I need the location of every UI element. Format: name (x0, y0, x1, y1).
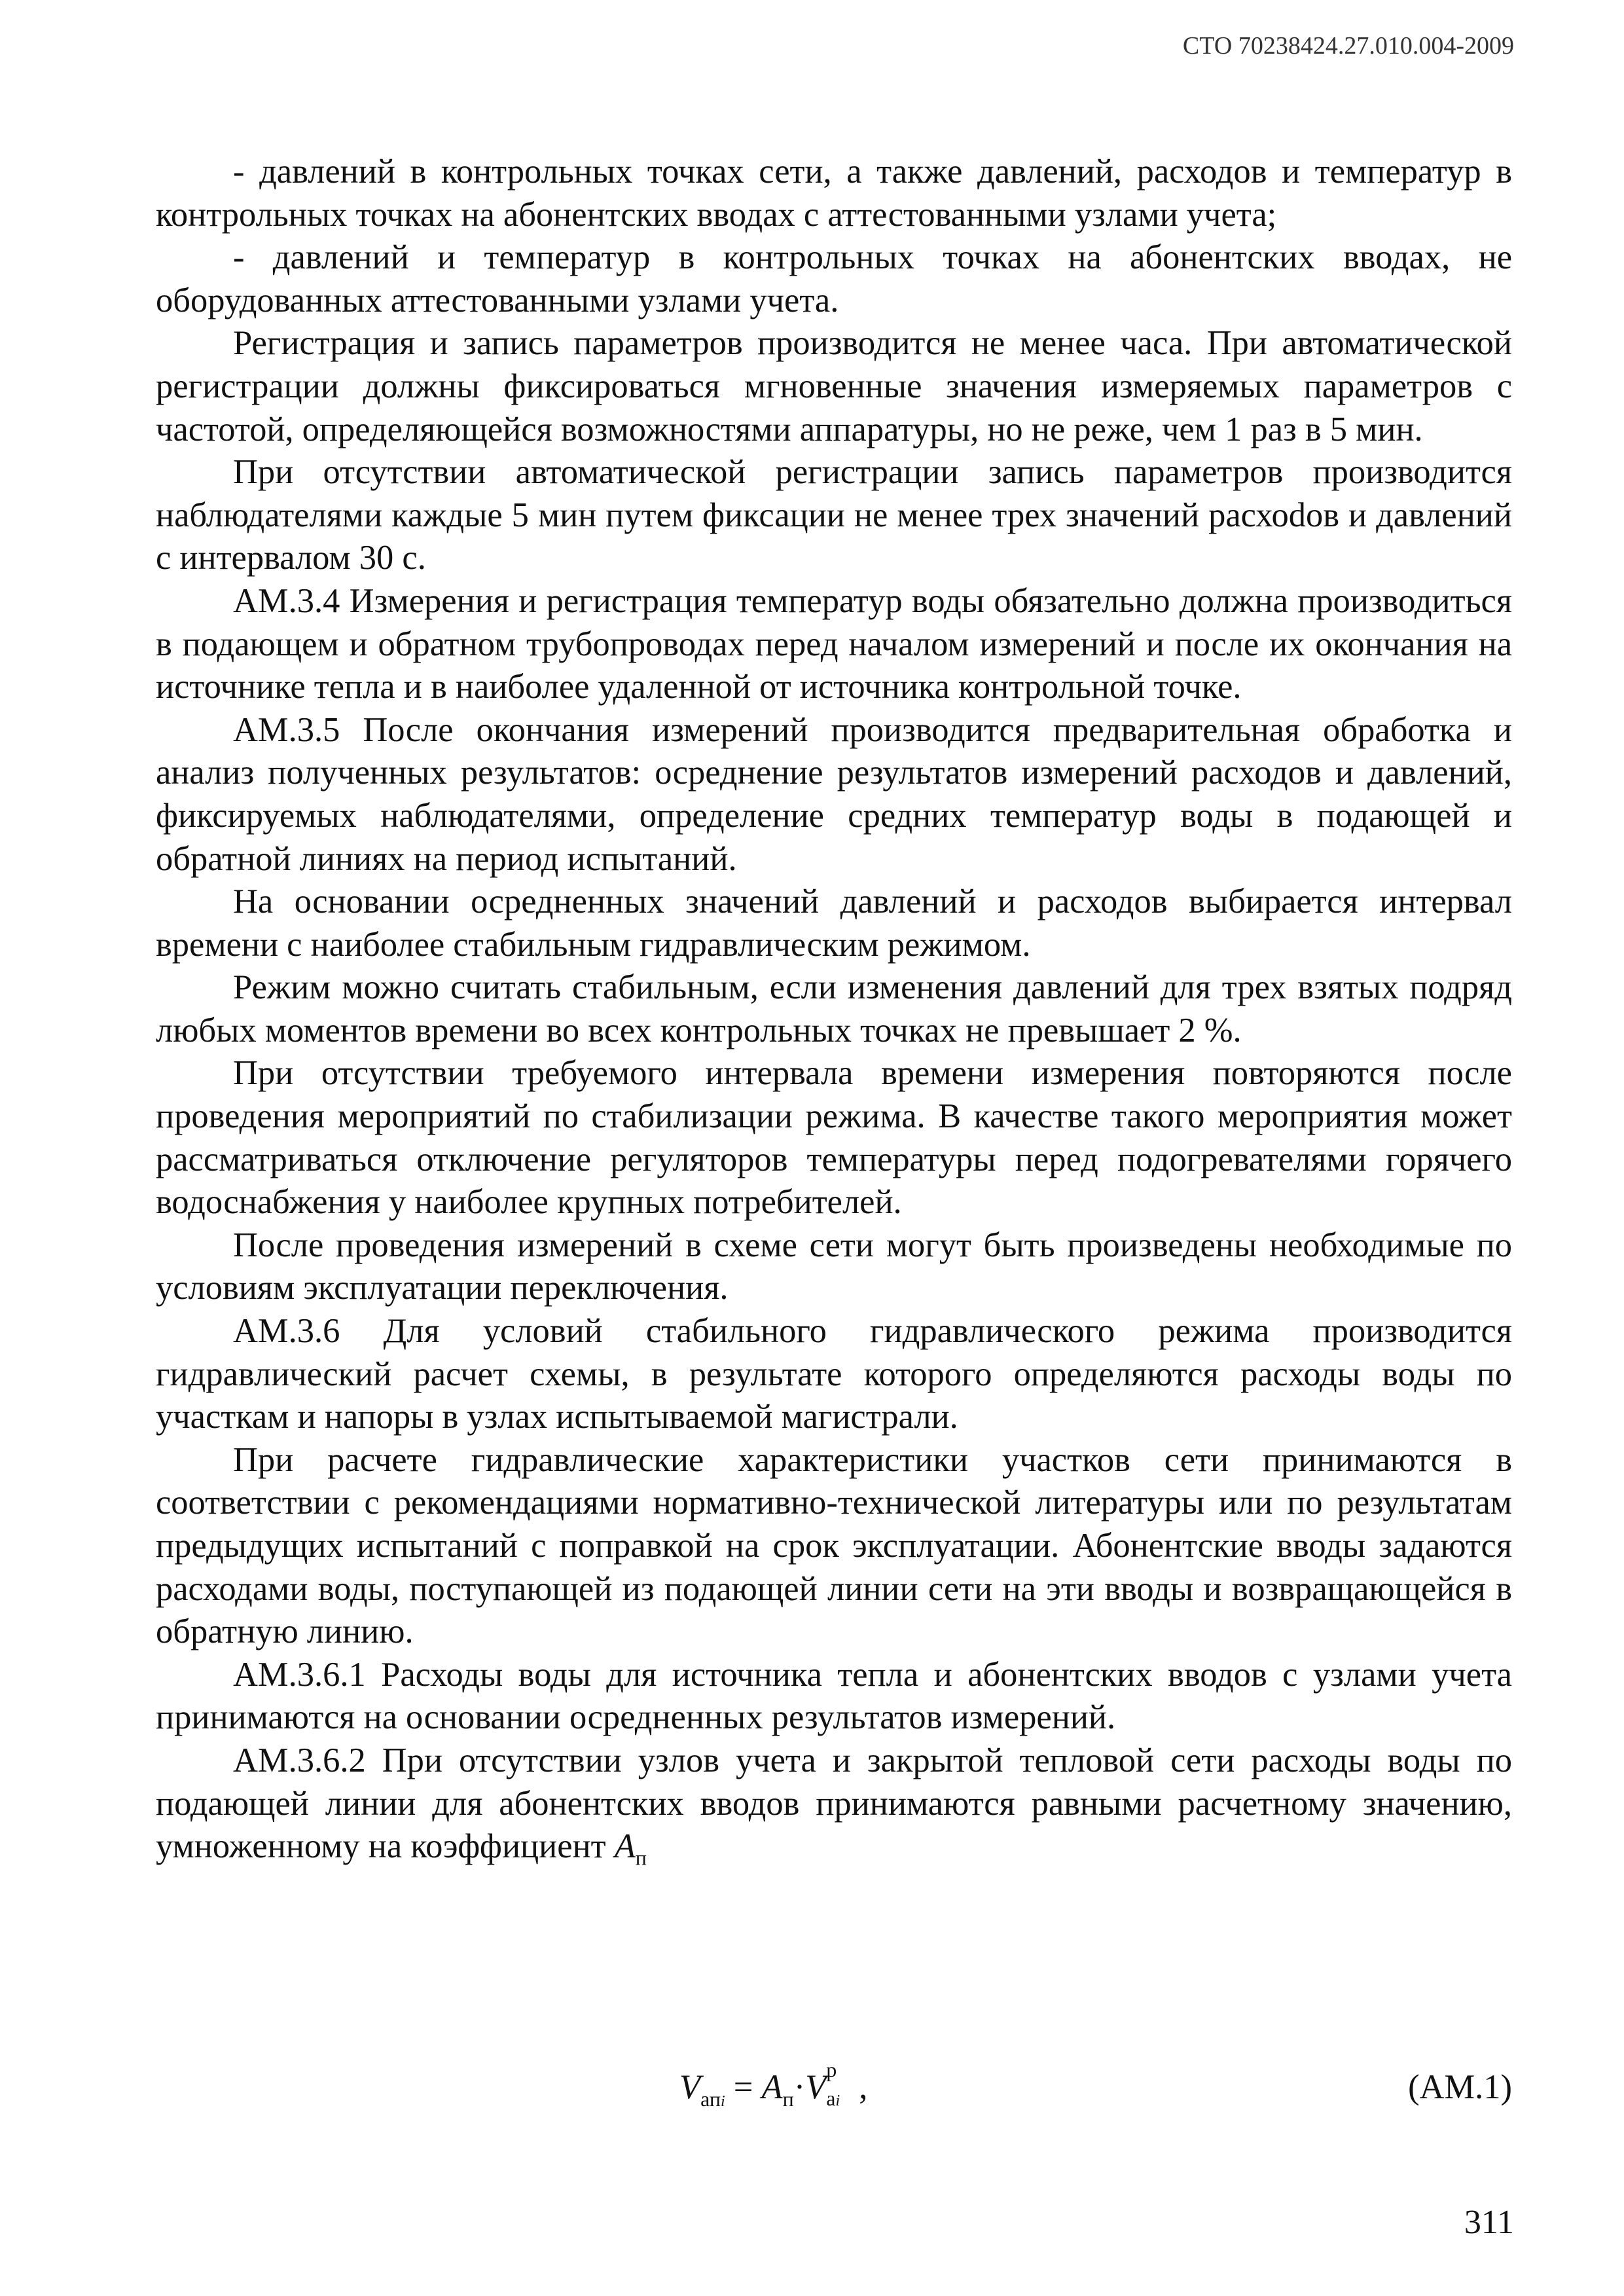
formula-rhs-scripts (826, 2057, 859, 2110)
paragraph: АМ.3.4 Измерения и регистрация температур воды обязательно должна производиться в подающем и обратном трубопроводах перед началом измерений и после их окончания на источнике тепла и в наиболее удаленной от источника контрольной точке. (156, 581, 1512, 706)
formula-rhs-index: i (835, 2092, 840, 2109)
formula-a-var: A (761, 2068, 783, 2106)
paragraph: При отсутствии требуемого интервала времени измерения повторяются после проведения мероприятий по стабилизации режима. В качестве такого мероприятия может рассматриваться отключение регуляторов температуры перед подогревателями горячего водоснабжения у наиболее крупных потребителей. (156, 1054, 1512, 1222)
paragraph: При расчете гидравлические характеристики участков сети принимаются в соответствии с рекомендациями нормативно-технической литературы или по результатам предыдущих испытаний с поправкой на срок эксплуатации. Абонентские вводы задаются расходами воды, поступающей из подающей линии сети на эти вводы и возвращающейся в обратную линию. (156, 1440, 1512, 1651)
document-body (156, 151, 1512, 1880)
formula-rhs-var: V (805, 2068, 827, 2106)
formula-lhs-sub-text: ап (700, 2087, 721, 2111)
formula-expression (679, 2057, 868, 2111)
paragraph: При отсутствии автоматической регистрации запись параметров производится наблюдателями каждые 5 мин путем фиксации не менее трех значений расхоdов и давлений с интервалом 30 с. (156, 453, 1512, 577)
page-number: 311 (1464, 2204, 1514, 2241)
formula-number: (АМ.1) (1408, 2068, 1512, 2106)
paragraph: АМ.3.6 Для условий стабильного гидравлического режима производится гидравлический расчет схемы, в результате которого определяются расходы воды по участкам и напоры в узлах испытываемой магистрали. (156, 1312, 1512, 1436)
coefficient-subscript: п (635, 1846, 647, 1870)
formula-dot: · (793, 2068, 806, 2106)
paragraph-text: АМ.3.6.2 При отсутствии узлов учета и закрытой тепловой сети расходы воды по подающей линии для абонентских вводов принимаются равными расчетному значению, умноженному на коэффициент (156, 1741, 1512, 1866)
paragraph: Режим можно считать стабильным, если изменения давлений для трех взятых подряд любых моментов времени во всех контрольных точках не превышает 2 %. (156, 968, 1512, 1049)
document-code-header: СТО 70238424.27.010.004-2009 (1182, 32, 1514, 60)
paragraph: - давлений и температур в контрольных точках на абонентских вводах, не оборудованных аттестованными узлами учета. (156, 238, 1512, 319)
coefficient-symbol: A (614, 1827, 636, 1866)
paragraph: Регистрация и запись параметров производится не менее часа. При автоматической регистрации должны фиксироваться мгновенные значения измеряемых параметров с частотой, определяющейся возможностями аппаратуры, но не реже, чем 1 раз в 5 мин. (156, 324, 1512, 448)
paragraph: АМ.3.5 После окончания измерений производится предварительная обработка и анализ полученных результатов: осреднение результатов измерений расходов и давлений, фиксируемых наблюдателями, определение средних температур воды в подающей и обратной линиях на период испытаний. (156, 710, 1512, 878)
formula-equals: = (733, 2068, 753, 2106)
paragraph: На основании осредненных значений давлений и расходов выбирается интервал времени с наиболее стабильным гидравлическим режимом. (156, 883, 1512, 964)
formula-lhs-sub (700, 2087, 725, 2111)
formula-lhs-var: V (679, 2068, 701, 2106)
paragraph: - давлений в контрольных точках сети, а также давлений, расходов и температур в контрольных точках на абонентских вводах с аттестованными узлами учета; (156, 153, 1512, 234)
formula-comma: , (859, 2068, 868, 2106)
formula-lhs-index: i (720, 2093, 725, 2110)
formula-rhs-sub (826, 2086, 840, 2111)
paragraph: АМ.3.6.1 Расходы воды для источника тепла и абонентских вводов с узлами учета принимаются на основании осредненных результатов измерений. (156, 1655, 1512, 1737)
paragraph: После проведения измерений в схеме сети могут быть произведены необходимые по условиям эксплуатации переключения. (156, 1226, 1512, 1307)
formula-rhs-sup: р (826, 2057, 837, 2081)
formula-a-sub: п (782, 2087, 794, 2111)
formula-rhs-sub-text: а (826, 2086, 836, 2110)
formula-am1 (156, 2057, 1512, 2113)
paragraph-with-coefficient (156, 1740, 1512, 1880)
